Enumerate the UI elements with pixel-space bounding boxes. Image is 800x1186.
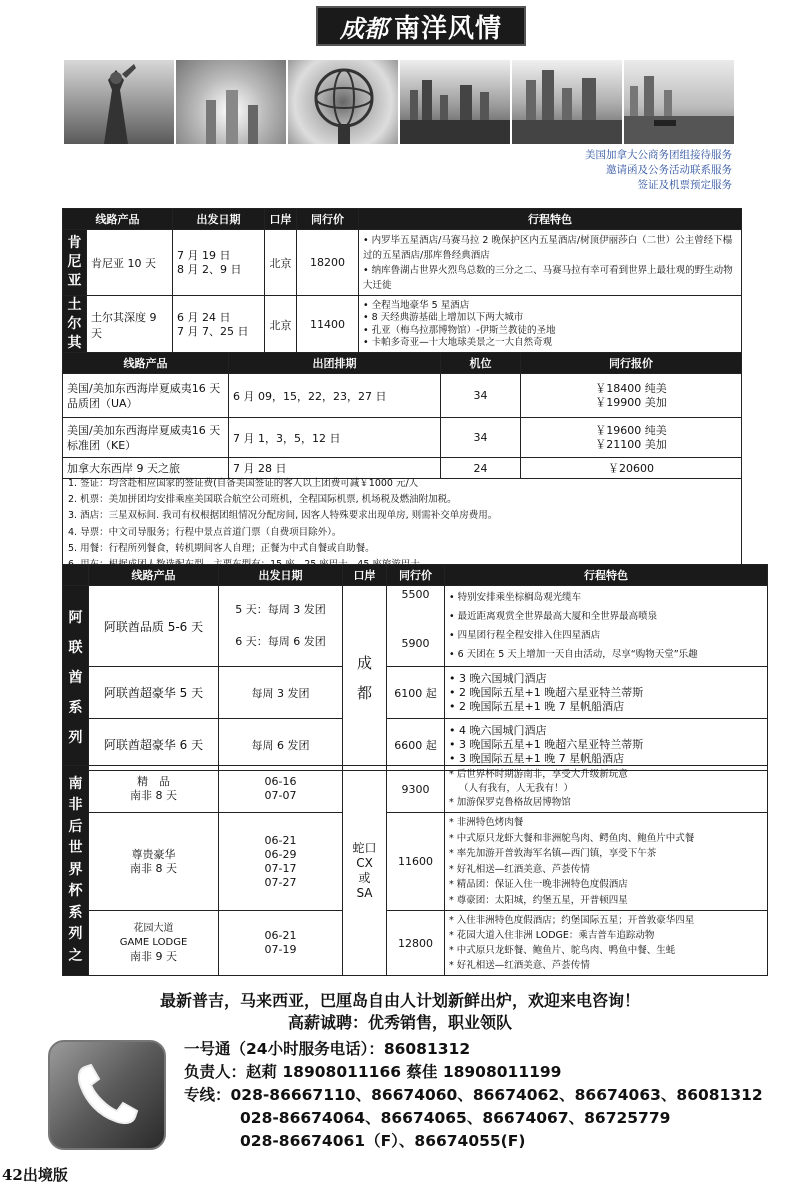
contact-block <box>48 1032 796 1158</box>
usa-canada-table <box>62 352 742 479</box>
recruit-slogan: 高薪诚聘：优秀销售，职业领队 <box>287 1013 512 1032</box>
price-line: ￥18400 纯美 <box>595 381 667 395</box>
col-header: 线路产品 <box>63 353 229 374</box>
features <box>445 667 768 719</box>
terms-notes <box>62 474 742 576</box>
page-number: 42出境版 <box>2 1166 68 1184</box>
hotline: 一号通（24小时服务电话）：86081312 <box>184 1040 471 1058</box>
seats: 24 <box>441 458 521 479</box>
port-line: 或 <box>358 870 371 885</box>
product-name <box>89 813 219 911</box>
feature-line: • 3 晚国际五星+1 晚 7 星帆船酒店 <box>449 751 625 765</box>
product-name: 美国/美加东西海岸夏威夷16 天标准团（KE） <box>63 418 229 458</box>
departure-dates: 7 月 1，3，5，12 日 <box>229 418 441 458</box>
date-line: 6 天：每周 6 发团 <box>235 635 326 648</box>
date-line: 06-16 <box>264 775 297 788</box>
price: 18200 <box>297 230 359 296</box>
product-name: 加拿大东西岸 9 天之旅 <box>63 458 229 479</box>
port-line: SA <box>356 885 373 900</box>
uae-table <box>62 564 768 771</box>
prices <box>521 418 742 458</box>
feature-line: * 花园大道入住非洲 LODGE：乘吉普车追踪动物 <box>449 930 655 941</box>
product-name: 美国/美加东西海岸夏威夷16 天品质团（UA） <box>63 374 229 418</box>
feature-line: （人有我有，人无我有！） <box>459 783 574 794</box>
table-row <box>63 766 768 813</box>
feature-line: • 8 天经典游基础上增加以下两大城市 <box>363 312 524 323</box>
feature-line: * 率先加游开普敦海军名镇—西门镇，享受下午茶 <box>449 848 657 859</box>
product-name: 阿联酋超豪华 6 天 <box>89 719 219 771</box>
departure-dates <box>219 586 343 667</box>
features <box>445 813 768 911</box>
price-line: 6100 起 <box>387 667 445 719</box>
series-side-label <box>63 766 89 976</box>
features <box>445 766 768 813</box>
table-row <box>63 813 768 911</box>
note-line: 2. 机票：美加拼团均安排乘座美国联合航空公司班机，全程国际机票, 机场税及燃油附加税。 <box>68 494 457 506</box>
row-side-label: 肯尼亚 <box>63 230 87 296</box>
port-line: CX <box>356 855 373 870</box>
side-char: 酋 <box>68 670 83 686</box>
price-line: ￥19600 纯美 <box>595 423 667 437</box>
side-char: 列 <box>68 730 83 746</box>
south-africa-table <box>62 765 768 976</box>
feature-line: • 2 晚国际五星+1 晚超六星亚特兰蒂斯 <box>449 685 644 699</box>
feature-line: • 6 天团在 5 天上增加一天自由活动，尽享“购物天堂”乐趣 <box>449 649 698 660</box>
note-line: 5. 用餐：行程所列餐食，转机期间客人自理；正餐为中式自餐或自助餐。 <box>68 542 375 554</box>
side-char: 列 <box>68 926 83 943</box>
product-name: 阿联酋超豪华 5 天 <box>89 667 219 719</box>
price-line: 5900 <box>401 637 430 650</box>
feature-line: * 好礼相送—红酒美意、芦荟传情 <box>449 863 590 875</box>
port: 北京 <box>265 296 297 354</box>
features <box>359 296 742 354</box>
seats: 34 <box>441 374 521 418</box>
table-header-row <box>63 565 768 586</box>
side-char: 系 <box>68 904 83 921</box>
departure-dates: 每周 3 发团 <box>219 667 343 719</box>
price: 11600 <box>387 813 445 911</box>
brand-title-city: 成都 <box>339 13 388 43</box>
col-header: 同行报价 <box>521 353 742 374</box>
series-side-label <box>63 586 89 771</box>
feature-line: • 卡帕多奇亚—十大地球美景之一大自然奇观 <box>363 337 553 348</box>
table-header-row <box>63 353 742 374</box>
product-name: 肯尼亚 10 天 <box>87 230 173 296</box>
col-header: 行程特色 <box>445 565 768 586</box>
departure-dates <box>219 766 343 813</box>
col-header: 口岸 <box>265 209 297 230</box>
col-header: 同行价 <box>387 565 445 586</box>
price: 11400 <box>297 296 359 354</box>
col-header: 行程特色 <box>359 209 742 230</box>
feature-line: * 中式原只龙虾餐、鲍鱼片、鸵鸟肉、鸭鱼中餐、生蚝 <box>449 945 676 956</box>
date-line: 06-21 <box>264 833 297 847</box>
brand-title <box>316 6 526 46</box>
col-header: 出团排期 <box>229 353 441 374</box>
col-header: 线路产品 <box>89 565 219 586</box>
departure-dates <box>173 296 265 354</box>
date-line: 5 天：每周 3 发团 <box>235 603 326 616</box>
departure-dates: 7 月 28 日 <box>229 458 441 479</box>
feature-line: • 3 晚国际五星+1 晚超六星亚特兰蒂斯 <box>449 737 644 751</box>
departure-dates: 6 月 09，15，22，23，27 日 <box>229 374 441 418</box>
departure-dates <box>219 911 343 976</box>
brand-title-name: 南洋风情 <box>393 13 502 44</box>
feature-line: * 中式原只龙虾大餐和非洲鸵鸟肉、鳄鱼肉、鲍鱼片中式餐 <box>449 832 695 844</box>
photo-strip <box>64 60 736 144</box>
note-line: 3. 酒店：三星双标间. 我司有权根据团组情况分配房间, 因客人特殊要求出现单房, 则需补交单房费用。 <box>68 510 498 522</box>
price: 9300 <box>387 766 445 813</box>
waterfront-photo <box>512 60 624 144</box>
side-char: 阿 <box>68 610 83 626</box>
col-header: 线路产品 <box>63 209 173 230</box>
prices <box>521 374 742 418</box>
note-line: 4. 导票：中文司导服务；行程中景点首道门票（自费项目除外）。 <box>68 526 342 538</box>
feature-line: • 内罗毕五星酒店/马赛马拉 2 晚保护区内五星酒店/树顶伊丽莎白（二世）公主曾经下榻过的五星酒店/那库鲁经典酒店 <box>363 234 733 261</box>
note-line: 1. 签证：均含赴相应国家的签证费(自备美国签证的客人以上团费可减￥1000 元/人 <box>68 478 419 489</box>
statue-of-liberty-photo <box>64 60 176 144</box>
price-line: ￥19900 美加 <box>595 395 667 409</box>
price-line: 5500 <box>401 588 430 601</box>
side-char: 之 <box>68 947 83 964</box>
date-line: 6 月 24 日 <box>177 310 231 324</box>
city-skyline-photo <box>400 60 512 144</box>
departure-dates: 每周 6 发团 <box>219 719 343 771</box>
features <box>445 586 768 667</box>
col-header-spacer <box>63 565 89 586</box>
side-char: 系 <box>68 700 83 716</box>
port: 北京 <box>265 230 297 296</box>
feature-line: • 孔亚（梅乌拉那博物馆）-伊斯兰教徒的圣地 <box>363 324 556 336</box>
departure-dates <box>219 813 343 911</box>
product-name: 阿联酋品质 5-6 天 <box>89 586 219 667</box>
feature-line: • 2 晚国际五星+1 晚 7 星帆船酒店 <box>449 699 625 713</box>
product-line: 花园大道 <box>133 923 174 934</box>
services-list <box>585 148 732 193</box>
price: 12800 <box>387 911 445 976</box>
side-char: 界 <box>68 861 83 878</box>
date-line: 07-17 <box>264 861 297 875</box>
date-line: 07-07 <box>264 789 297 802</box>
col-header: 机位 <box>441 353 521 374</box>
feature-line: • 4 晚六国城门酒店 <box>449 723 547 737</box>
service-line: 美国加拿大公商务团组接待服务 <box>585 149 732 161</box>
table-row <box>63 418 742 458</box>
africa-turkey-table <box>62 208 742 354</box>
feature-line: * 后世界杯时期游南非，享受大升级新玩意 <box>449 769 628 780</box>
port-line: 蛇口 <box>352 840 377 855</box>
unisphere-photo <box>288 60 400 144</box>
row-side-label: 土尔其 <box>63 296 87 354</box>
price-line: 6600 起 <box>387 719 445 771</box>
side-char: 联 <box>68 640 83 656</box>
prices <box>387 586 445 667</box>
harbor-bench-photo <box>624 60 736 144</box>
table-header-row <box>63 209 742 230</box>
feature-line: * 精品团：保证入住一晚非洲特色度假酒店 <box>449 879 628 890</box>
table-row <box>63 586 768 667</box>
product-line: 南非 8 天 <box>130 861 177 875</box>
table-row <box>63 374 742 418</box>
col-header: 同行价 <box>297 209 359 230</box>
side-char: 后 <box>68 818 83 835</box>
product-line: 南非 8 天 <box>130 789 177 802</box>
side-char: 杯 <box>68 883 83 900</box>
side-char: 南 <box>68 775 83 792</box>
date-line: 07-19 <box>264 943 297 956</box>
service-line: 邀请函及公务活动联系服务 <box>606 164 732 176</box>
manager-contact: 负责人：赵莉 18908011166 蔡佳 18908011199 <box>184 1063 562 1081</box>
skyline-photo <box>176 60 288 144</box>
table-row <box>63 667 768 719</box>
phone-line: 028-86674064、86674065、86674067、86725779 <box>240 1109 671 1127</box>
feature-line: * 加游保罗克鲁格故居博物馆 <box>449 797 571 808</box>
contact-lines <box>184 1038 763 1153</box>
side-char: 世 <box>68 840 83 857</box>
feature-line: * 非洲特色烤肉餐 <box>449 817 524 828</box>
feature-line: * 尊豪团：太阳城，约堡五星，开普顿四星 <box>449 894 628 906</box>
col-header: 出发日期 <box>173 209 265 230</box>
product-line: 尊贵豪华 <box>131 847 176 861</box>
product-name: 土尔其深度 9 天 <box>87 296 173 354</box>
date-line: 7 月 7、25 日 <box>177 324 249 338</box>
table-row <box>63 911 768 976</box>
table-row <box>63 296 742 354</box>
features <box>445 911 768 976</box>
table-row <box>63 230 742 296</box>
features <box>359 230 742 296</box>
feature-line: • 纳库鲁湖占世界火烈鸟总数的三分之二、马赛马拉有幸可看到世界上最壮观的野生动物大迁徙 <box>363 264 733 291</box>
side-char: 非 <box>68 797 83 814</box>
col-header: 出发日期 <box>219 565 343 586</box>
date-line: 07-27 <box>264 875 297 889</box>
date-line: 7 月 19 日 <box>177 248 231 262</box>
col-header: 口岸 <box>343 565 387 586</box>
feature-line: • 全程当地豪华 5 星酒店 <box>363 299 470 311</box>
product-line: 南非 9 天 <box>130 950 177 963</box>
service-line: 签证及机票预定服务 <box>637 179 732 191</box>
feature-line: * 好礼相送—红酒美意、芦荟传情 <box>449 960 590 971</box>
port <box>343 766 387 976</box>
seats: 34 <box>441 418 521 458</box>
product-line: GAME LODGE <box>119 937 188 948</box>
product-name <box>89 766 219 813</box>
product-line: 精 品 <box>137 775 170 788</box>
feature-line: • 特别安排乘坐棕榈岛观光缆车 <box>449 592 582 603</box>
phone-line: 专线：028-86667110、86674060、86674062、86674063、86081312 <box>184 1086 763 1104</box>
price-line: ￥20600 <box>521 458 742 479</box>
date-line: 8 月 2、9 日 <box>177 262 242 276</box>
feature-line: • 最近距离观赏全世界最高大厦和全世界最高喷泉 <box>449 611 658 622</box>
port-char: 都 <box>356 684 372 702</box>
feature-line: * 入住非洲特色度假酒店；约堡国际五星；开普敦豪华四星 <box>449 915 695 926</box>
phone-icon <box>48 1040 166 1150</box>
port <box>343 586 387 771</box>
table-row <box>63 719 768 771</box>
promo-slogan: 最新普吉，马来西亚，巴厘岛自由人计划新鲜出炉，欢迎来电咨询！ <box>159 991 640 1010</box>
fax-line: 028-86674061（F）、86674055(F) <box>240 1132 526 1150</box>
port-char: 成 <box>356 654 372 672</box>
price-line: ￥21100 美加 <box>595 437 667 451</box>
feature-line: • 3 晚六国城门酒店 <box>449 671 547 685</box>
features <box>445 719 768 771</box>
departure-dates <box>173 230 265 296</box>
date-line: 06-29 <box>264 847 297 861</box>
date-line: 06-21 <box>264 929 297 942</box>
product-name <box>89 911 219 976</box>
feature-line: • 四星团行程全程安排入住四星酒店 <box>449 630 601 641</box>
